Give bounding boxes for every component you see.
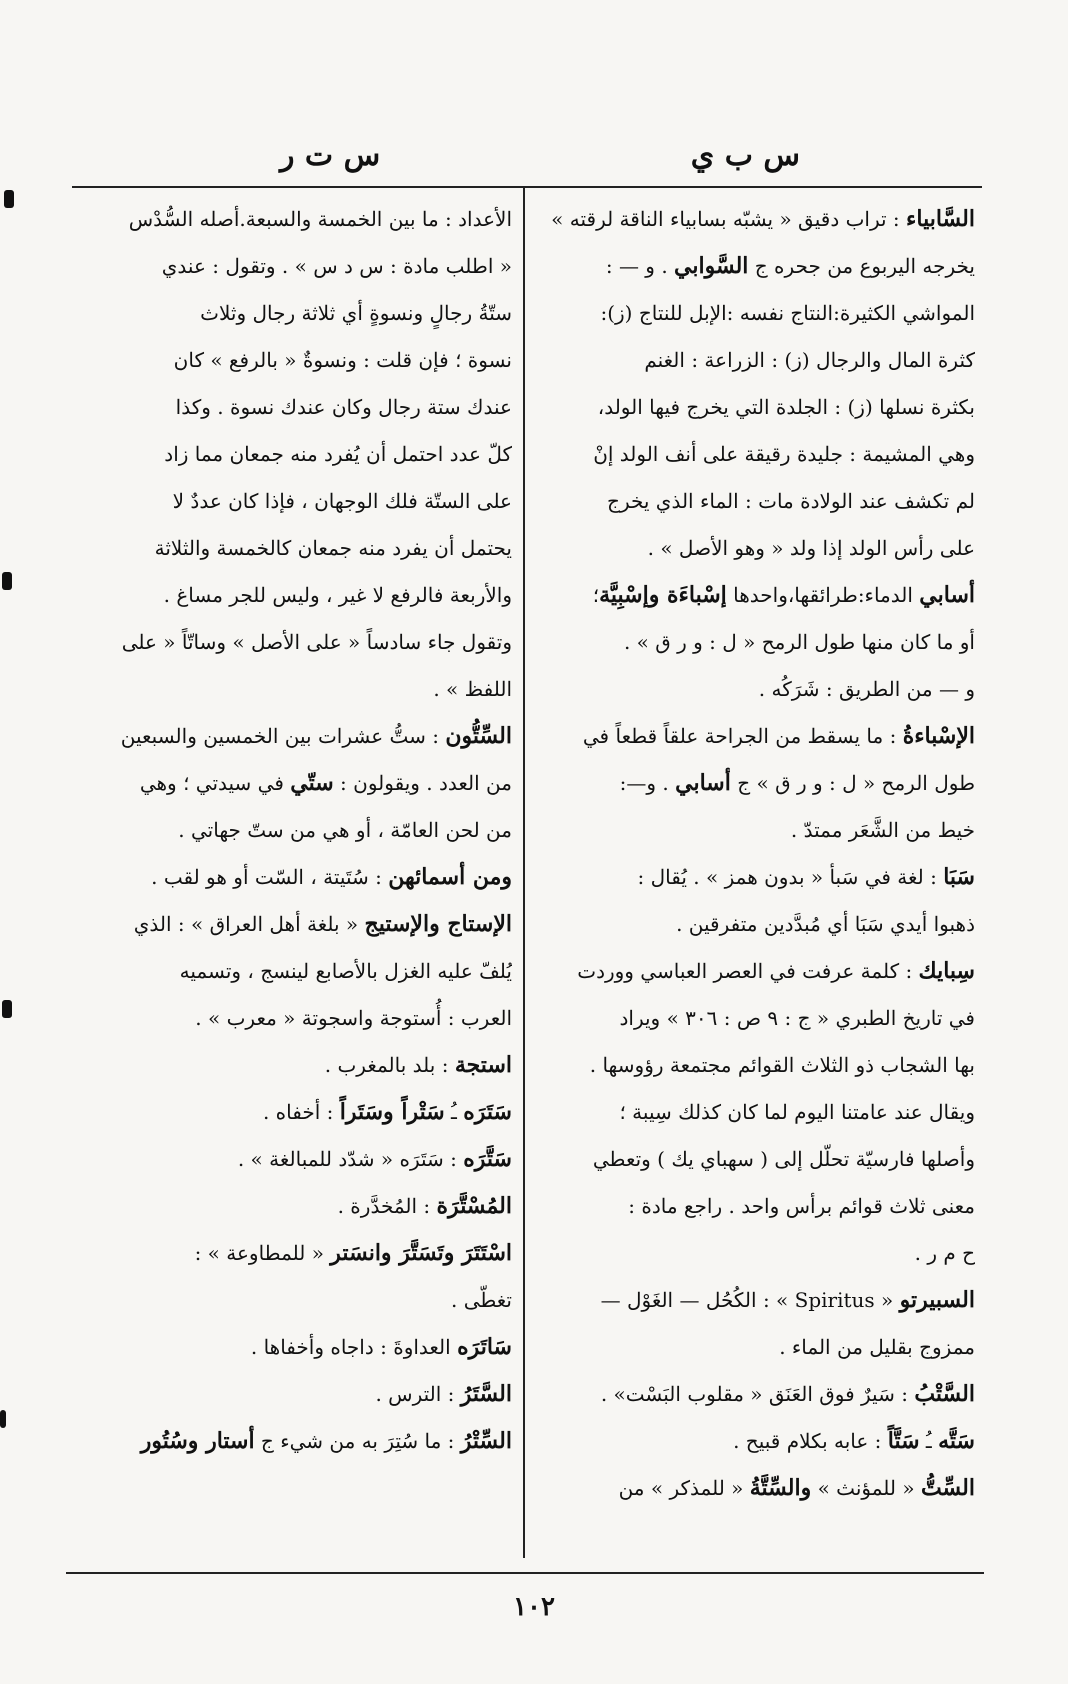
text-line: لم تكشف عند الولادة مات : الماء الذي يخرج	[607, 489, 975, 513]
text-line: من لحن العامّة ، أو هي من ستّ جهاتي .	[178, 818, 512, 842]
text-line: العرب : أُستوجة واسجوتة « معرب » .	[195, 1006, 512, 1030]
text-line: السبيرتو « Spiritus » : الكُحُل — الغَوْل —	[600, 1287, 975, 1313]
text-line: السَّتَرُ : الترس .	[375, 1381, 512, 1407]
text-line: على رأس الولد إذا ولد « وهو الأصل » .	[647, 536, 975, 560]
text-line: و — من الطريق : شَرَكُه .	[758, 677, 975, 701]
text-line: بكثرة نسلها (ز) : الجلدة التي يخرج فيها الولد،	[597, 395, 975, 419]
text-line: سَبَا : لغة في سَبأ « بدون همز » . يُقال :	[637, 864, 975, 890]
text-line: السِّتُّ « للمؤنث » والسِّتَّةُ « للمذكر » من	[618, 1475, 975, 1501]
text-line: ممزوج بقليل من الماء .	[779, 1335, 975, 1359]
page-number: ١٠٢	[513, 1592, 555, 1622]
margin-mark	[0, 1410, 6, 1428]
text-line: ذهبوا أيدي سَبَا أي مُبدَّدين متفرقين .	[676, 912, 975, 936]
text-line: ستّةُ رجالٍ ونسوةٍ أي ثلاثة رجال وثلاث	[200, 301, 512, 325]
text-line: المُسْتَّرَة : المُخدَّرة .	[337, 1193, 512, 1219]
text-line: تغطّى .	[450, 1288, 512, 1312]
text-line: يُلفّ عليه الغزل بالأصابع لينسج ، وتسميه	[179, 959, 512, 983]
text-line: السِّتْرُ : ما سُتِرَ به من شيء ج أستار وسُتُور	[140, 1428, 512, 1454]
text-line: السِّتُّون : ستُّ عشرات بين الخمسين والسبعين	[120, 723, 512, 749]
text-line: استجة : بلد بالمغرب .	[324, 1052, 512, 1078]
text-line: المواشي الكثيرة:النتاج نفسه :الإبل للنتاج (ز):	[600, 301, 975, 325]
margin-mark	[2, 572, 12, 590]
text-line: يحتمل أن يفرد منه جمعان كالخمسة والثلاثة	[154, 536, 512, 560]
text-line: نسوة ؛ فإن قلت : ونسوةٌ « بالرفع » كان	[173, 348, 512, 372]
text-line: وتقول جاء سادساً « على الأصل » وساتّاً « على	[121, 630, 512, 654]
text-line: كلّ عدد احتمل أن يُفرد منه جمعان مما زاد	[164, 442, 512, 466]
text-line: السَّابياء : تراب دقيق « يشبّه بسابياء الناقة لرقته »	[551, 206, 975, 232]
margin-mark	[4, 190, 14, 208]
text-line: الإسْباءةُ : ما يسقط من الجراحة علقاً قطعاً في	[582, 723, 975, 749]
text-line: اللفظ » .	[433, 677, 512, 701]
text-line: السَّتْبُ : سَيرٌ فوق العَنَق « مقلوب البَسْت» .	[600, 1381, 975, 1407]
text-line: الأعداد : ما بين الخمسة والسبعة.أصله السُّدْس	[128, 207, 512, 231]
text-line: « اطلب مادة : س د س » . وتقول : عندي	[161, 254, 512, 278]
text-line: اسْتَتَرَ وتَسَتَّرَ وانسَتر « للمطاوعة » :	[194, 1240, 512, 1266]
text-line: في تاريخ الطبري « ج : ٩ ص : ٣٠٦ » ويراد	[619, 1006, 975, 1030]
text-line: ويقال عند عامتنا اليوم لما كان كذلك سِيبة ؛	[619, 1100, 975, 1124]
text-line: سَتَّرَه : سَتَرَه « شدّد للمبالغة » .	[237, 1146, 512, 1172]
footer-rule	[66, 1572, 984, 1574]
column-divider	[523, 188, 525, 1558]
text-line: على الستّة فلك الوجهان ، فإذا كان عددٌ لا	[172, 489, 512, 513]
text-line: والأربعة فالرفع لا غير ، وليس للجر مساغ .	[163, 583, 512, 607]
text-line: عندك ستة رجال وكان عندك نسوة . وكذا	[175, 395, 512, 419]
text-line: أسابي الدماء:طرائقها،واحدها إسْباءَة وإسْبِيَّة؛	[592, 582, 975, 608]
text-line: وأصلها فارسيّة تحلّل إلى ( سهباي يك ) وتعطي	[592, 1147, 975, 1171]
text-line: معنى ثلاث قوائم برأس واحد . راجع مادة :	[628, 1194, 975, 1218]
header-root-right: س ب ي	[690, 138, 800, 173]
text-line: سَتَّه ـُ سَتَّاً : عابه بكلام قبيح .	[733, 1428, 975, 1454]
header-root-left: س ت ر	[280, 138, 381, 173]
right-column	[535, 196, 975, 1512]
text-line: من العدد . ويقولون : ستّي في سيدتي ؛ وهي	[139, 770, 512, 796]
text-line: بها الشجاب ذو الثلاث القوائم مجتمعة رؤوسها .	[589, 1053, 975, 1077]
text-line: كثرة المال والرجال (ز) : الزراعة : الغنم	[644, 348, 975, 372]
text-line: سَاتَرَه العداوةَ : داجاه وأخفاها .	[250, 1334, 512, 1360]
text-line: ح م ر .	[914, 1241, 975, 1265]
margin-mark	[2, 1000, 12, 1018]
text-line: سِبايك : كلمة عرفت في العصر العباسي ووردت	[577, 958, 975, 984]
page-header	[70, 138, 990, 178]
left-column	[74, 196, 512, 1465]
text-line: وهي المشيمة : جليدة رقيقة على أنف الولد إنْ	[593, 442, 975, 466]
text-line: أو ما كان منها طول الرمح « ل : و ر ق » .	[623, 630, 975, 654]
text-line: طول الرمح « ل : و ر ق » ج أسابي . و—:	[619, 770, 975, 796]
text-line: ومن أسمائهن : سُتَيتة ، السّت أو هو لقب .	[151, 864, 512, 890]
text-line: يخرجه اليربوع من جحره ج السَّوابي . و — :	[605, 253, 975, 279]
header-rule	[72, 186, 982, 188]
text-line: الإستاج والإستيج « بلغة أهل العراق » : الذي	[133, 911, 512, 937]
text-line: سَتَرَه ـُ سَتْراً وسَتَراً : أخفاه .	[262, 1099, 512, 1125]
text-line: خيط من الشَّعَر ممتدّ .	[790, 818, 975, 842]
